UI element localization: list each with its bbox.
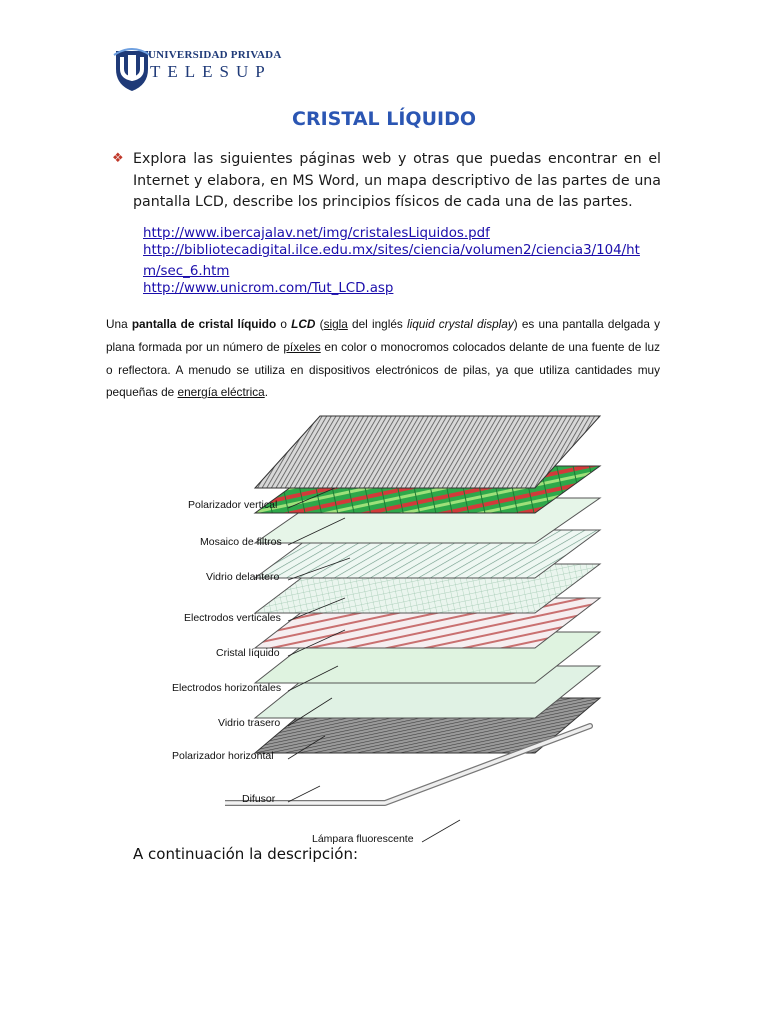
university-shield-icon [112, 45, 152, 93]
page-title: CRISTAL LÍQUIDO [292, 108, 476, 130]
link-unicrom[interactable]: http://www.unicrom.com/Tut_LCD.asp [143, 281, 394, 296]
label-electrodos-verticales: Electrodos verticales [184, 612, 281, 624]
text: del inglés [347, 317, 407, 331]
label-cristal-liquido: Cristal líquido [216, 647, 280, 659]
label-vidrio-delantero: Vidrio delantero [206, 571, 280, 583]
lcd-layers-diagram [160, 408, 620, 850]
text: ) es una pantalla delgada y plana formada por un número de [106, 317, 661, 354]
lcd-definition-paragraph [106, 313, 660, 404]
logo-top-text: UNIVERSIDAD PRIVADA [148, 49, 282, 61]
label-difusor: Difusor [242, 793, 276, 805]
lcd-acronym: LCD [291, 317, 316, 331]
link-pixeles[interactable]: píxeles [283, 339, 321, 354]
link-bibliotecadigital-cont[interactable]: m/sec_6.htm [143, 264, 230, 279]
label-lampara-fluorescente: Lámpara fluorescente [312, 833, 414, 845]
bold-term: pantalla de cristal líquido [131, 317, 277, 331]
label-electrodos-horizontales: Electrodos horizontales [172, 682, 282, 694]
label-vidrio-trasero: Vidrio trasero [218, 717, 281, 729]
continuation-text: A continuación la descripción: [133, 845, 359, 863]
intro-paragraph: Explora las siguientes páginas web y otras que puedas encontrar en el Internet y elabora, en MS Word, un mapa descriptivo de las partes de una pantalla LCD, describe los principios físicos de cada una de las partes. [133, 151, 661, 210]
label-polarizador-vertical: Polarizador vertical [188, 499, 278, 511]
link-sigla[interactable]: sigla [323, 317, 348, 331]
text: ( [315, 317, 324, 331]
text: Una [106, 317, 132, 331]
reference-links [143, 225, 663, 297]
logo-main-text: TELESUP [150, 62, 272, 81]
link-ibercaja[interactable]: http://www.ibercajalav.net/img/cristalesLiquidos.pdf [143, 226, 490, 241]
text: o [276, 317, 292, 331]
university-logo [112, 45, 312, 93]
italic-term: liquid crystal display [407, 317, 514, 331]
text: . [264, 385, 269, 400]
link-bibliotecadigital[interactable]: http://bibliotecadigital.ilce.edu.mx/sites/ciencia/volumen2/ciencia3/104/ht [143, 243, 640, 258]
label-mosaico-filtros: Mosaico de filtros [200, 536, 282, 548]
text: en color o monocromos colocados delante de una fuente de luz o reflectora. A menudo se utiliza en dispositivos electrónicos de pilas, ya que utiliza cantidades muy pequeñas de [106, 339, 660, 400]
link-energia-electrica[interactable]: energía eléctrica [177, 385, 265, 400]
label-polarizador-horizontal: Polarizador horizontal [172, 750, 274, 762]
diamond-bullet-icon: ❖ [112, 151, 124, 166]
